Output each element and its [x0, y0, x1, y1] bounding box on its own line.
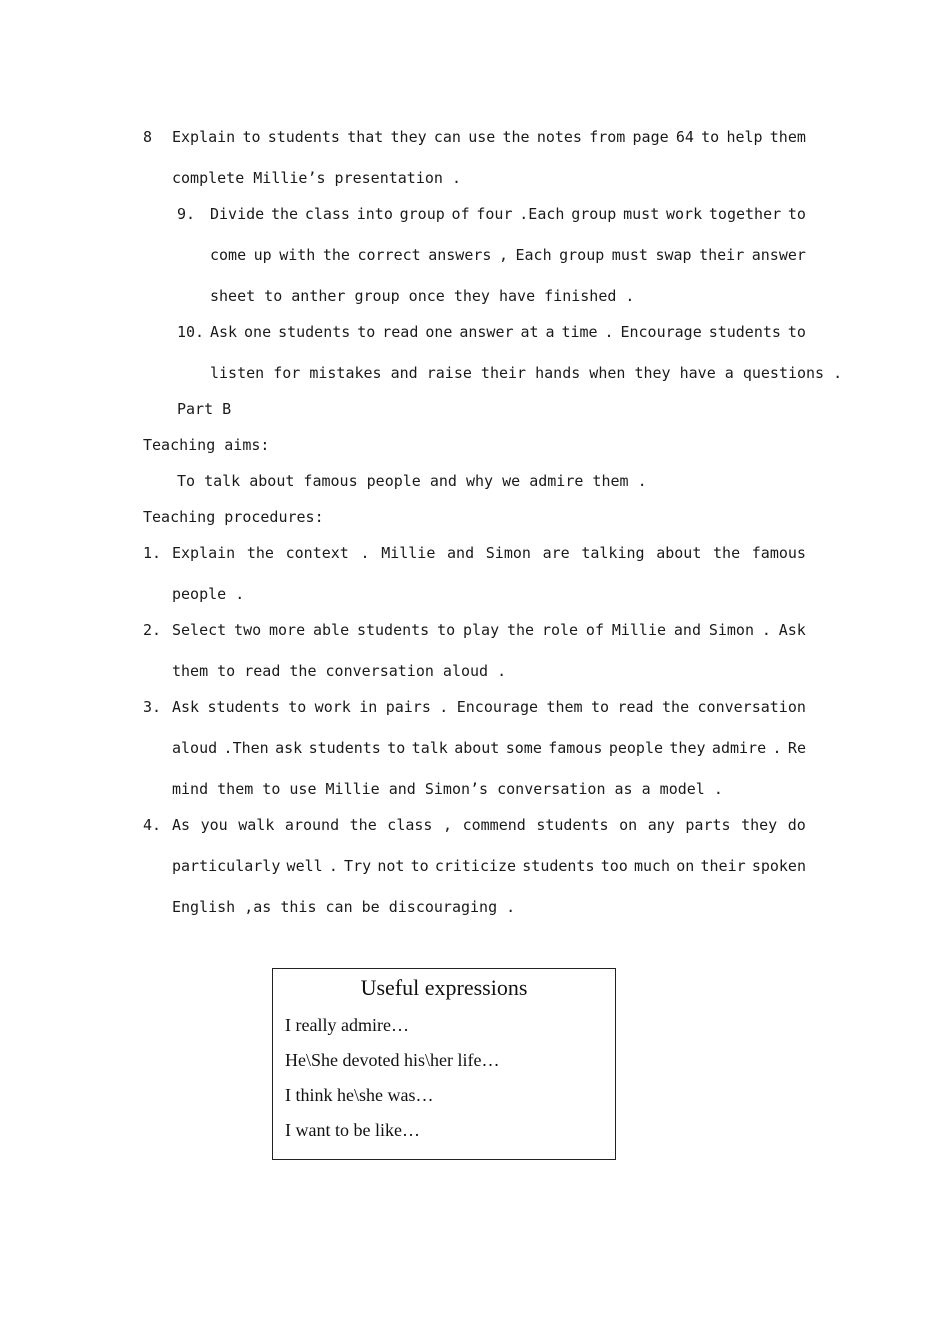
word: one	[244, 323, 272, 341]
expression-item: He\She devoted his\her life…	[285, 1050, 500, 1070]
word: of	[585, 621, 604, 639]
word: ask	[275, 739, 303, 757]
word: Divide	[210, 205, 265, 223]
teaching-procedures-heading: Teaching procedures:	[143, 508, 324, 526]
procedure-line	[172, 816, 806, 834]
procedure-line: English ,as this can be discouraging .	[172, 898, 516, 916]
word: Simon	[485, 544, 531, 562]
word: commend	[462, 816, 526, 834]
word: of	[451, 205, 470, 223]
word: and	[673, 621, 701, 639]
item-line: sheet to anther group once they have finished .	[210, 287, 635, 305]
expression-item: I want to be like…	[285, 1120, 420, 1140]
item-line	[210, 323, 806, 341]
word: .Each	[519, 205, 565, 223]
word: they	[741, 816, 778, 834]
word: can	[433, 128, 461, 146]
word: Ask	[172, 698, 200, 716]
word: one	[425, 323, 453, 341]
word: .	[328, 857, 338, 875]
word: to	[590, 698, 610, 716]
word: Try	[344, 857, 372, 875]
word: group	[399, 205, 445, 223]
word: particularly	[172, 857, 281, 875]
word: As	[172, 816, 191, 834]
word: 64	[675, 128, 694, 146]
useful-expressions-box	[272, 968, 616, 1160]
word: group	[571, 205, 617, 223]
word: some	[505, 739, 542, 757]
word: to	[288, 698, 307, 716]
word: aloud	[172, 739, 218, 757]
word: too	[600, 857, 628, 875]
word: to	[437, 621, 456, 639]
word: criticize	[434, 857, 517, 875]
word: about	[454, 739, 500, 757]
word: well	[286, 857, 323, 875]
word: time	[561, 323, 598, 341]
word: a	[545, 323, 555, 341]
word: the	[502, 128, 530, 146]
word: the	[662, 698, 690, 716]
word: Simon	[708, 621, 754, 639]
expression-item: I really admire…	[285, 1015, 409, 1035]
word: Millie	[611, 621, 667, 639]
expression-item: I think he\she was…	[285, 1085, 434, 1105]
word: to	[701, 128, 720, 146]
word: you	[200, 816, 228, 834]
word: use	[468, 128, 496, 146]
word: students	[708, 323, 781, 341]
procedure-number: 2.	[143, 621, 162, 639]
word: their	[700, 857, 746, 875]
word: Ask	[210, 323, 238, 341]
word: answers	[428, 246, 492, 264]
word: Ask	[778, 621, 806, 639]
word: context	[285, 544, 349, 562]
word: students	[536, 816, 609, 834]
word: together	[708, 205, 782, 223]
word: to	[410, 857, 429, 875]
procedure-line: people .	[172, 585, 245, 603]
item-line	[210, 246, 806, 264]
word: students	[522, 857, 595, 875]
item-line: listen for mistakes and raise their hands when they have a questions .	[210, 364, 843, 382]
word: at	[520, 323, 539, 341]
word: correct	[357, 246, 421, 264]
word: much	[633, 857, 671, 875]
word: come	[210, 246, 247, 264]
word: four	[476, 205, 513, 223]
item-number: 9.	[177, 205, 196, 223]
word: walk	[238, 816, 275, 834]
word: class	[387, 816, 433, 834]
procedure-line	[172, 698, 806, 716]
word: on	[676, 857, 695, 875]
word: students	[356, 621, 430, 639]
word: famous	[548, 739, 603, 757]
word: notes	[536, 128, 582, 146]
useful-expressions-title: Useful expressions	[360, 975, 528, 1000]
word: .Then	[223, 739, 269, 757]
word: to	[357, 323, 376, 341]
teaching-aims-text: To talk about famous people and why we admire them .	[177, 472, 647, 490]
word: the	[322, 246, 350, 264]
word: answer	[751, 246, 806, 264]
word: pairs	[385, 698, 431, 716]
word: to	[787, 323, 806, 341]
word: around	[284, 816, 340, 834]
word: Encourage	[456, 698, 539, 716]
word: spoken	[751, 857, 806, 875]
word: group	[559, 246, 605, 264]
word: Re	[787, 739, 806, 757]
word: .	[604, 323, 614, 341]
word: talk	[411, 739, 448, 757]
word: to	[242, 128, 261, 146]
procedure-line	[172, 857, 806, 875]
word: the	[506, 621, 535, 639]
item-line: complete Millie’s presentation .	[172, 169, 461, 187]
word: .	[772, 739, 782, 757]
word: into	[356, 205, 393, 223]
word: they	[390, 128, 427, 146]
word: the	[270, 205, 299, 223]
item-line	[210, 205, 806, 223]
word: read	[382, 323, 419, 341]
word: able	[312, 621, 350, 639]
item-number: 8	[143, 128, 153, 146]
word: are	[542, 544, 570, 562]
procedure-number: 1.	[143, 544, 162, 562]
word: conversation	[697, 698, 806, 716]
teaching-aims-heading: Teaching aims:	[143, 436, 270, 454]
word: their	[699, 246, 745, 264]
word: on	[619, 816, 638, 834]
word: two	[234, 621, 262, 639]
word: work	[666, 205, 703, 223]
word: to	[387, 739, 406, 757]
word: the	[349, 816, 377, 834]
word: page	[632, 128, 669, 146]
section-heading-part-b: Part B	[177, 400, 232, 418]
word: students	[278, 323, 351, 341]
procedure-line: them to read the conversation aloud .	[172, 662, 507, 680]
word: and	[447, 544, 475, 562]
word: them	[769, 128, 806, 146]
item-number: 10.	[177, 323, 205, 341]
word: ,	[498, 246, 508, 264]
word: with	[279, 246, 316, 264]
word: them	[546, 698, 583, 716]
word: that	[347, 128, 384, 146]
word: .	[360, 544, 370, 562]
word: in	[359, 698, 378, 716]
word: help	[726, 128, 763, 146]
word: the	[713, 544, 741, 562]
word: .	[761, 621, 771, 639]
word: students	[308, 739, 381, 757]
word: .	[439, 698, 449, 716]
word: class	[304, 205, 350, 223]
word: students	[267, 128, 340, 146]
word: not	[377, 857, 405, 875]
word: admire	[711, 739, 767, 757]
word: they	[669, 739, 706, 757]
word: play	[463, 621, 500, 639]
word: must	[611, 246, 648, 264]
word: students	[207, 698, 280, 716]
word: talking	[581, 544, 645, 562]
item-line	[172, 128, 806, 146]
word: Explain	[172, 544, 236, 562]
procedure-line	[172, 621, 806, 639]
word: any	[647, 816, 675, 834]
word: answer	[459, 323, 514, 341]
word: Each	[515, 246, 552, 264]
word: ,	[443, 816, 453, 834]
word: must	[623, 205, 660, 223]
word: Millie	[381, 544, 436, 562]
procedure-number: 3.	[143, 698, 162, 716]
word: do	[787, 816, 806, 834]
word: people	[608, 739, 664, 757]
word: Select	[172, 621, 227, 639]
word: Encourage	[620, 323, 702, 341]
word: the	[246, 544, 274, 562]
word: from	[589, 128, 626, 146]
procedure-line	[172, 739, 806, 757]
word: parts	[685, 816, 731, 834]
procedure-line	[172, 544, 806, 562]
word: about	[656, 544, 702, 562]
word: swap	[655, 246, 692, 264]
word: more	[269, 621, 306, 639]
procedure-line: mind them to use Millie and Simon’s conversation as a model .	[172, 780, 723, 798]
word: work	[314, 698, 351, 716]
procedure-number: 4.	[143, 816, 162, 834]
word: to	[787, 205, 806, 223]
word: role	[541, 621, 579, 639]
word: famous	[751, 544, 806, 562]
word: Explain	[172, 128, 236, 146]
word: read	[617, 698, 654, 716]
word: up	[253, 246, 272, 264]
